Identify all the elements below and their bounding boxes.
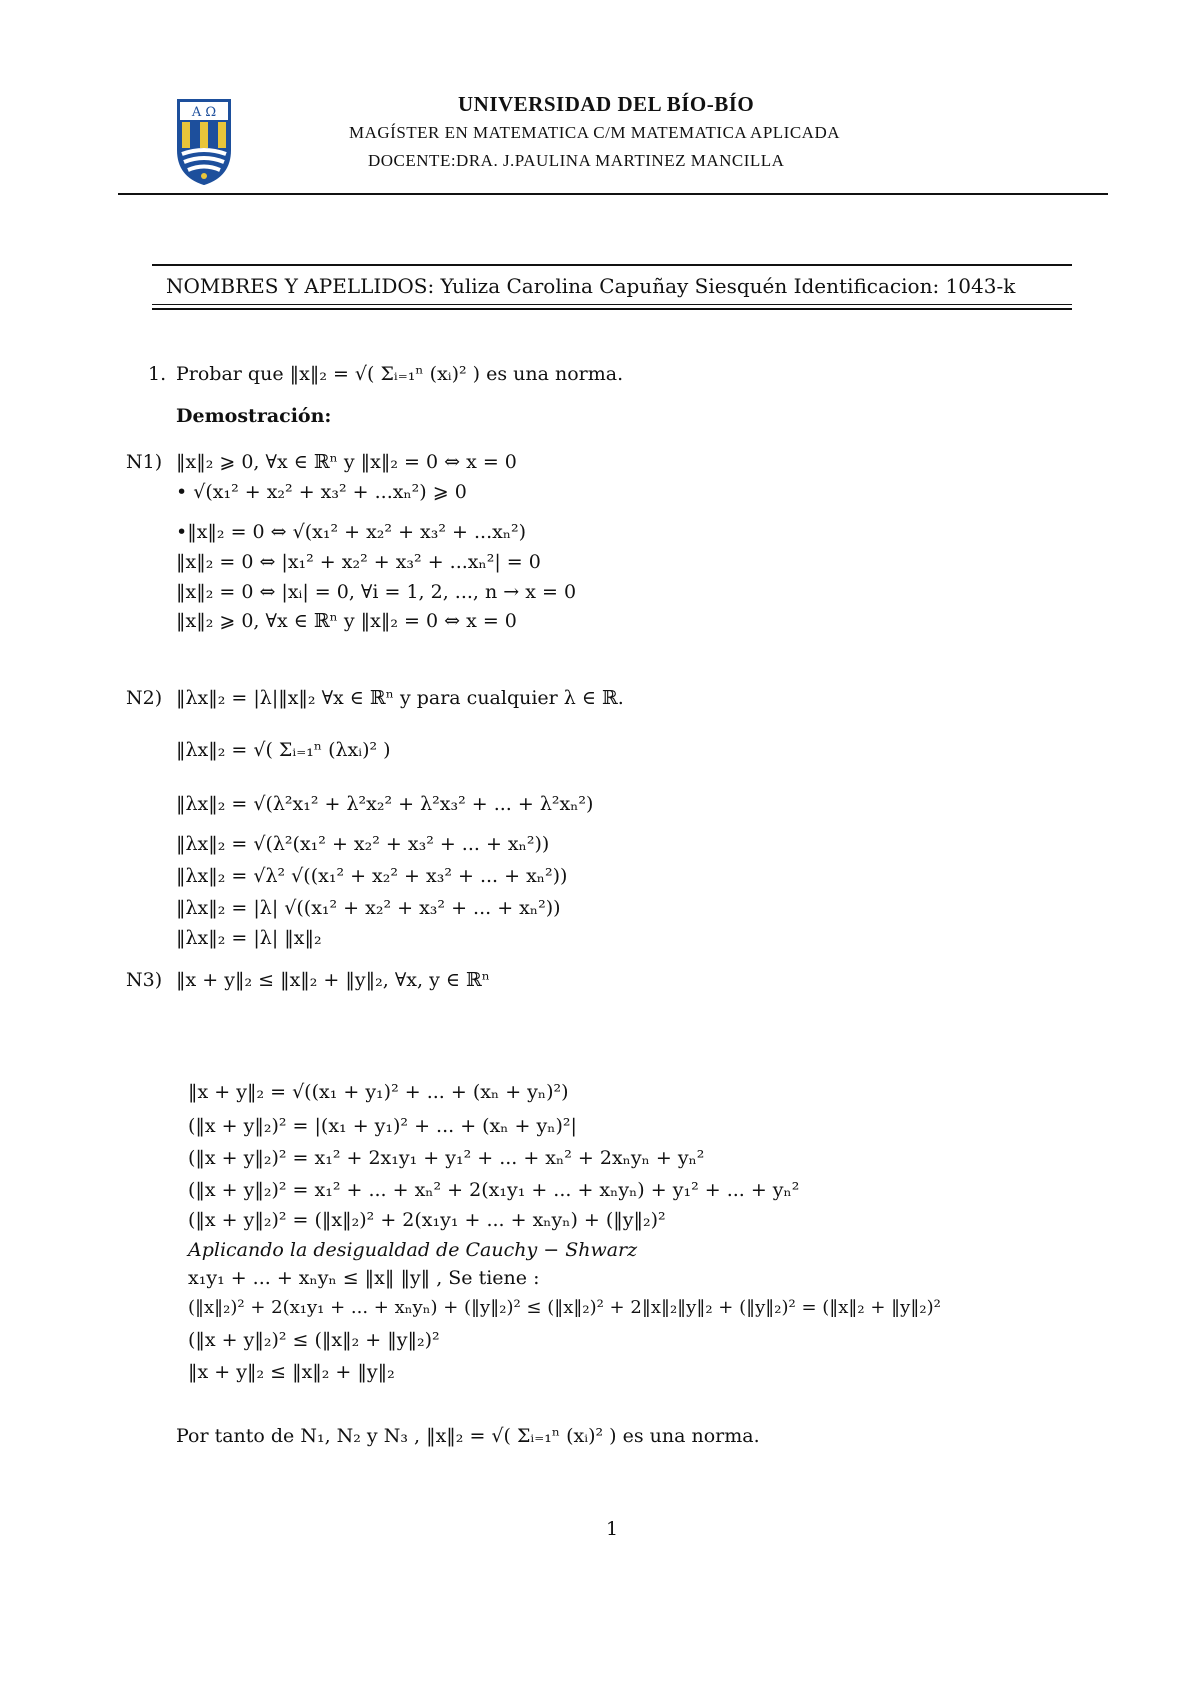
name-bottom-rule-1 <box>152 304 1072 305</box>
n3-line: (‖x + y‖₂)² ≤ (‖x‖₂ + ‖y‖₂)² <box>188 1329 440 1351</box>
conclusion: Por tanto de N₁, N₂ y N₃ , ‖x‖₂ = √( Σᵢ₌₁ⁿ (xᵢ)² ) es una norma. <box>176 1425 760 1447</box>
n1-line: ‖x‖₂ ⩾ 0, ∀x ∈ ℝⁿ y ‖x‖₂ = 0 ⇔ x = 0 <box>176 610 517 632</box>
n2-line: ‖λx‖₂ = √(λ²x₁² + λ²x₂² + λ²x₃² + ... + λ²xₙ²) <box>176 793 594 815</box>
name-bottom-rule-2 <box>152 308 1072 310</box>
name-top-rule <box>152 264 1072 266</box>
n1-line: ‖x‖₂ ⩾ 0, ∀x ∈ ℝⁿ y ‖x‖₂ = 0 ⇔ x = 0 <box>176 451 517 473</box>
n3-line: Aplicando la desigualdad de Cauchy − Shwarz <box>188 1239 638 1261</box>
n3-line: (‖x + y‖₂)² = (‖x‖₂)² + 2(x₁y₁ + ... + xₙyₙ) + (‖y‖₂)² <box>188 1209 666 1231</box>
svg-text:A Ω: A Ω <box>191 105 217 120</box>
n2-line: ‖λx‖₂ = |λ|‖x‖₂ ∀x ∈ ℝⁿ y para cualquier λ ∈ ℝ. <box>176 687 624 709</box>
n3-line: ‖x + y‖₂ = √((x₁ + y₁)² + ... + (xₙ + yₙ)²) <box>188 1081 569 1103</box>
n3-label: N3) <box>126 969 163 991</box>
n1-line: ‖x‖₂ = 0 ⇔ |xᵢ| = 0, ∀i = 1, 2, ..., n → x = 0 <box>176 581 577 603</box>
problem-statement: Probar que ‖x‖₂ = √( Σᵢ₌₁ⁿ (xᵢ)² ) es una norma. <box>176 363 624 385</box>
student-line: NOMBRES Y APELLIDOS: Yuliza Carolina Capuñay Siesquén Identificacion: 1043-k <box>166 274 1016 298</box>
university-name: UNIVERSIDAD DEL BÍO-BÍO <box>458 92 755 116</box>
n3-line: (‖x + y‖₂)² = x₁² + 2x₁y₁ + y₁² + ... + xₙ² + 2xₙyₙ + yₙ² <box>188 1147 705 1169</box>
n2-line: ‖λx‖₂ = √(λ²(x₁² + x₂² + x₃² + ... + xₙ²)) <box>176 833 550 855</box>
n2-line: ‖λx‖₂ = √λ² √((x₁² + x₂² + x₃² + ... + xₙ²)) <box>176 865 568 887</box>
n3-line: (‖x + y‖₂)² = |(x₁ + y₁)² + ... + (xₙ + yₙ)²| <box>188 1115 577 1137</box>
n2-line: ‖λx‖₂ = |λ| ‖x‖₂ <box>176 927 322 949</box>
program-name: MAGÍSTER EN MATEMATICA C/M MATEMATICA APLICADA <box>349 123 841 142</box>
n2-line: ‖λx‖₂ = √( Σᵢ₌₁ⁿ (λxᵢ)² ) <box>176 739 391 761</box>
n3-line: x₁y₁ + ... + xₙyₙ ≤ ‖x‖ ‖y‖ , Se tiene : <box>188 1267 540 1289</box>
teacher-name: DOCENTE:DRA. J.PAULINA MARTINEZ MANCILLA <box>368 151 785 170</box>
problem-number: 1. <box>148 363 167 385</box>
n1-line: • √(x₁² + x₂² + x₃² + ...xₙ²) ⩾ 0 <box>176 481 467 503</box>
n3-line: (‖x‖₂)² + 2(x₁y₁ + ... + xₙyₙ) + (‖y‖₂)² ≤ (‖x‖₂)² + 2‖x‖₂‖y‖₂ + (‖y‖₂)² = (‖x‖₂ + ‖y‖₂)² <box>188 1297 941 1318</box>
n3-line: ‖x + y‖₂ ≤ ‖x‖₂ + ‖y‖₂ <box>188 1361 395 1383</box>
n1-label: N1) <box>126 451 163 473</box>
page-number: 1 <box>606 1518 619 1540</box>
header-rule <box>118 193 1108 195</box>
n3-line: (‖x + y‖₂)² = x₁² + ... + xₙ² + 2(x₁y₁ + ... + xₙyₙ) + y₁² + ... + yₙ² <box>188 1179 800 1201</box>
n1-line: ‖x‖₂ = 0 ⇔ |x₁² + x₂² + x₃² + ...xₙ²| = 0 <box>176 551 541 573</box>
n1-line: •‖x‖₂ = 0 ⇔ √(x₁² + x₂² + x₃² + ...xₙ²) <box>176 521 527 543</box>
n3-statement: ‖x + y‖₂ ≤ ‖x‖₂ + ‖y‖₂, ∀x, y ∈ ℝⁿ <box>176 969 490 991</box>
n2-line: ‖λx‖₂ = |λ| √((x₁² + x₂² + x₃² + ... + xₙ²)) <box>176 897 561 919</box>
n2-label: N2) <box>126 687 163 709</box>
proof-label: Demostración: <box>176 405 332 427</box>
university-crest-logo <box>176 98 232 186</box>
